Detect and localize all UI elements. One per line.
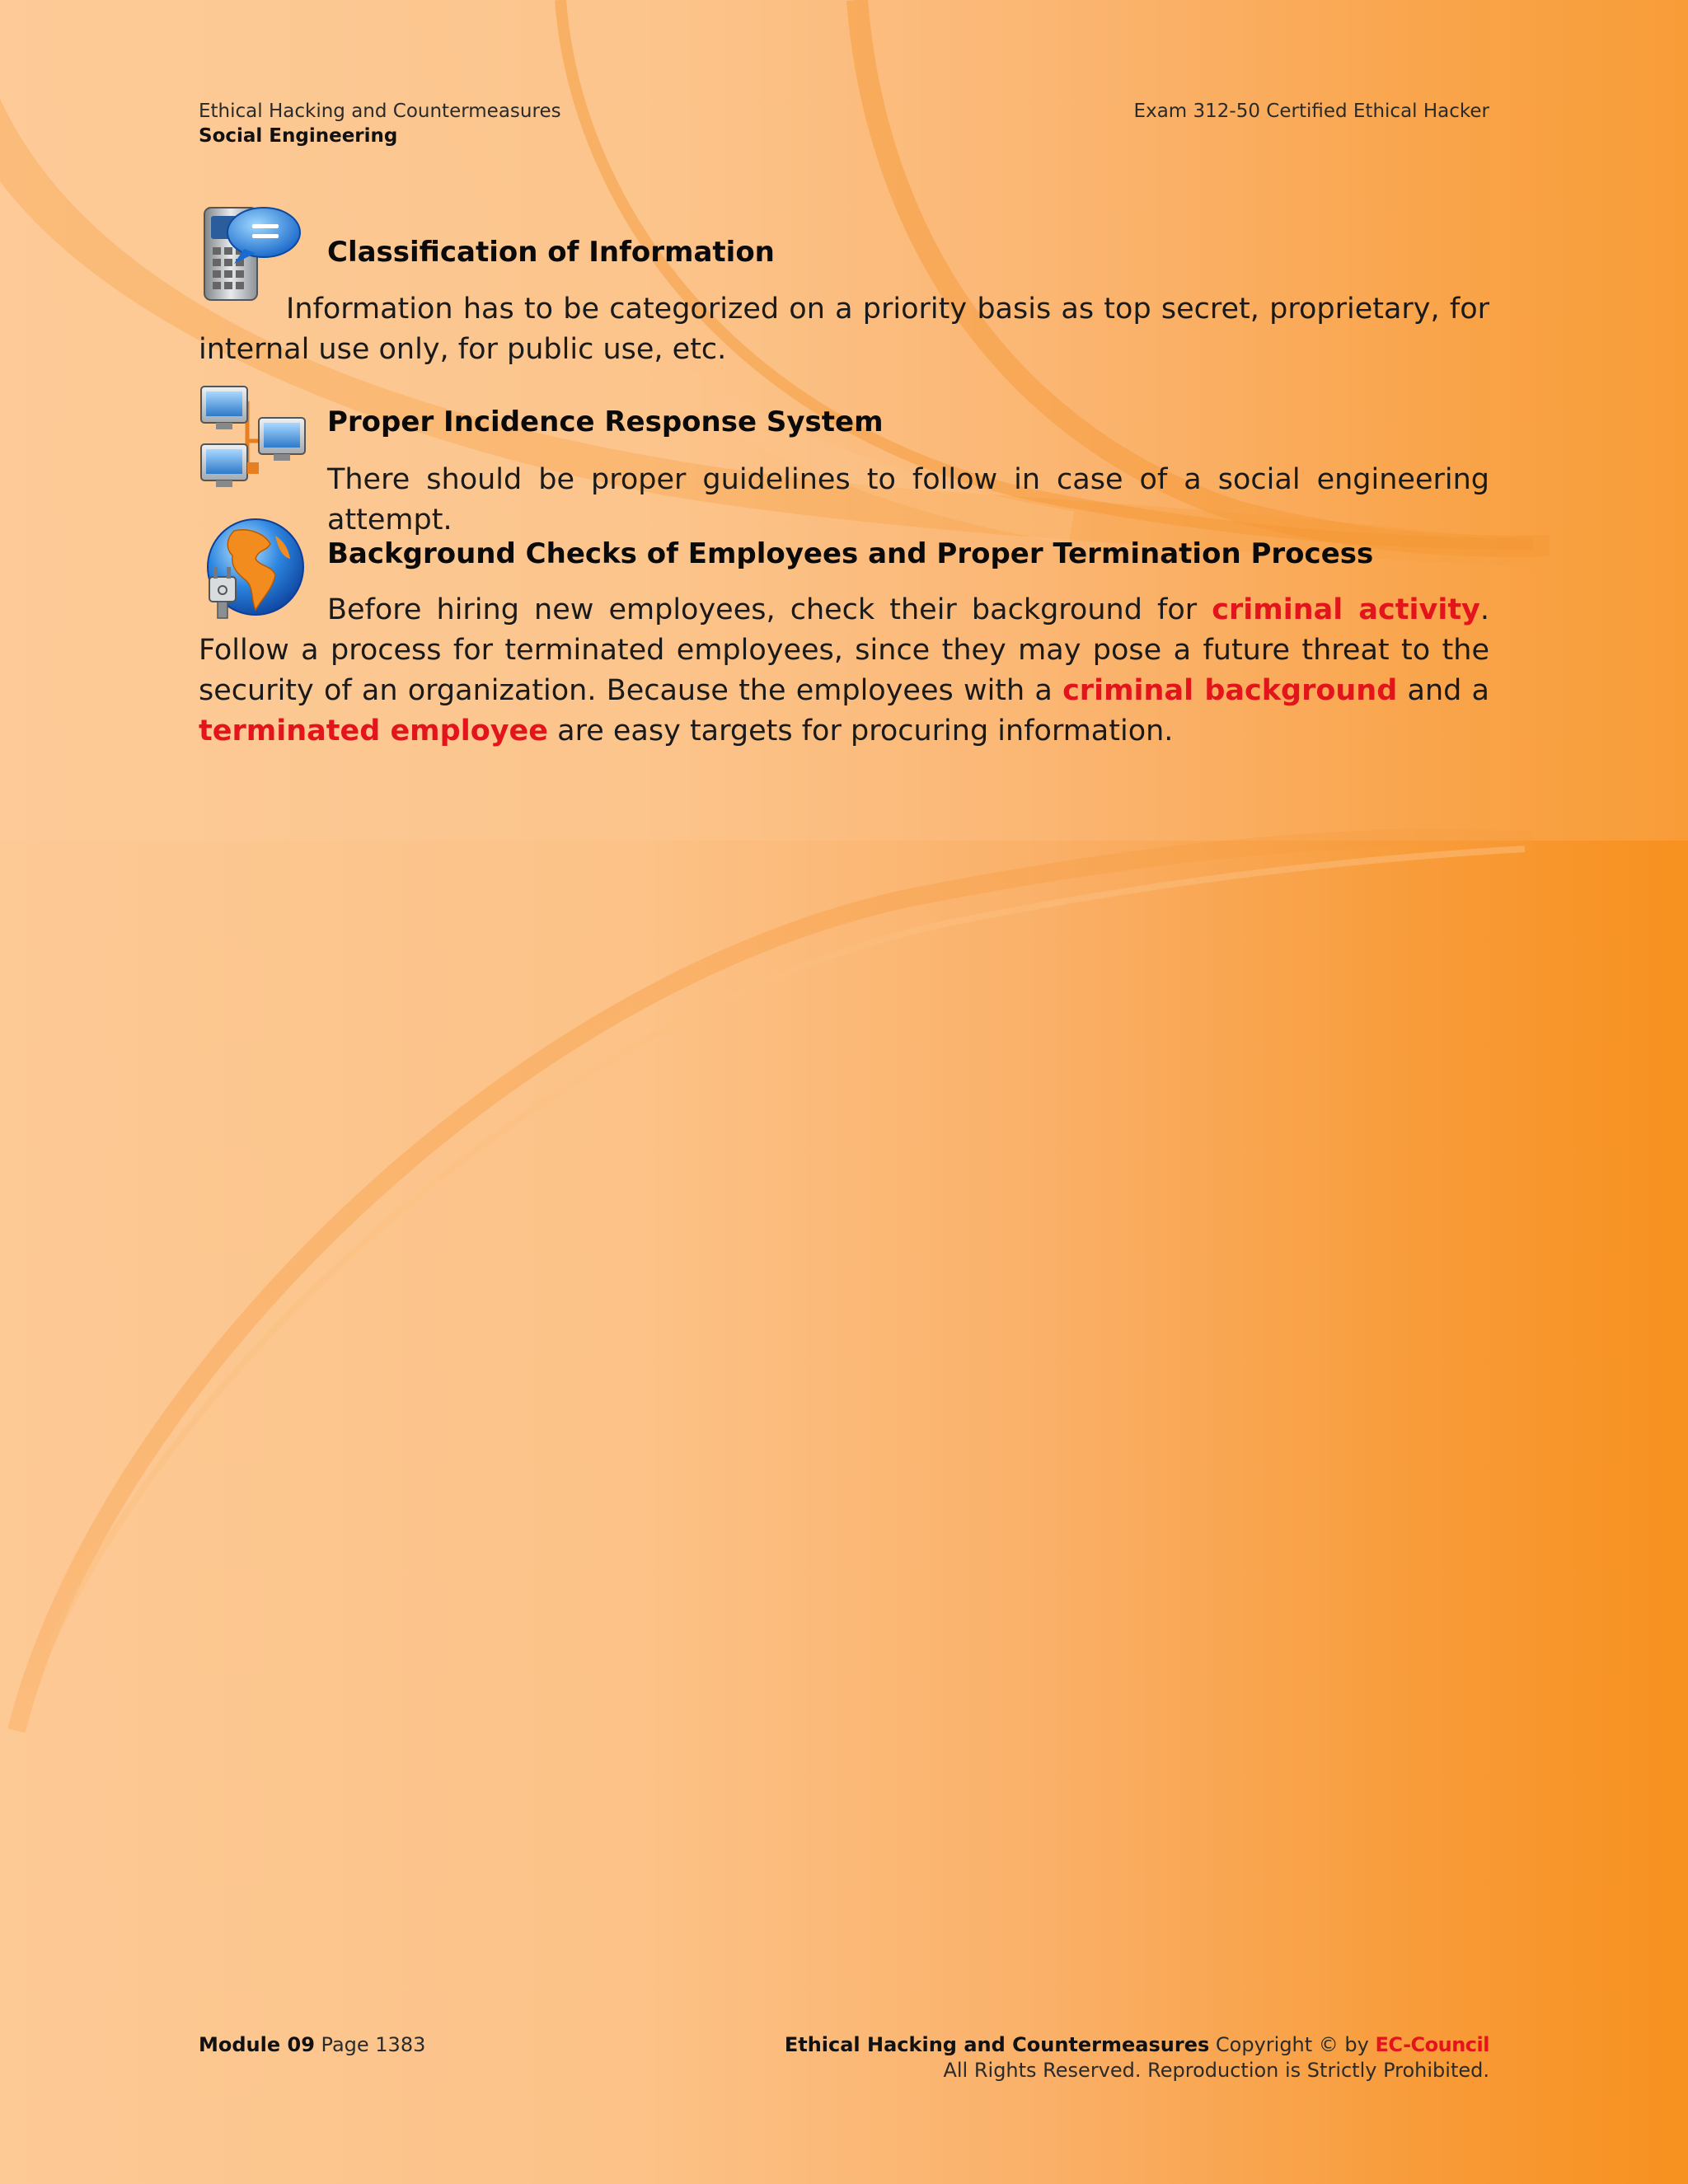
section-heading: Classification of Information: [327, 236, 775, 269]
module-number: Module 09: [199, 2033, 315, 2056]
rights-line: All Rights Reserved. Reproduction is Strictly Prohibited.: [943, 2059, 1489, 2082]
network-computers-icon: [198, 383, 308, 492]
course-title: Ethical Hacking and Countermeasures: [199, 101, 561, 122]
section-body-text: are easy targets for procuring information.: [548, 715, 1174, 748]
highlight-terminated-employee: terminated employee: [199, 715, 549, 748]
ec-council-logo: EC-Council: [1375, 2033, 1489, 2056]
section-body-text: and a: [1397, 674, 1489, 707]
section-body-text: Before hiring new employees, check their background for: [327, 593, 1212, 626]
highlight-criminal-background: criminal background: [1062, 674, 1398, 707]
section-heading: Background Checks of Employees and Proper Termination Process: [327, 537, 1374, 570]
section-body: [327, 460, 1489, 541]
page-number: Page 1383: [321, 2033, 426, 2056]
section-body-text: Information has to be categorized on a priority basis as top secret, proprietary, for internal use only, for public use, etc.: [199, 293, 1489, 366]
footer-left: [199, 2032, 425, 2058]
module-title: Social Engineering: [199, 125, 398, 147]
header-left: [199, 99, 561, 148]
section-body-text: There should be proper guidelines to follow in case of a social engineering attempt.: [327, 463, 1489, 537]
exam-title: Exam 312-50 Certified Ethical Hacker: [1133, 101, 1489, 122]
highlight-criminal-activity: criminal activity: [1212, 593, 1480, 626]
copyright-text: Copyright © by: [1215, 2033, 1369, 2056]
copyright-title: Ethical Hacking and Countermeasures: [784, 2033, 1210, 2056]
section-body: [199, 289, 1489, 370]
section-body-text: . Follow a process for terminated employees, since they may pose a future threat to the security of an organization. Because the employees with a: [199, 593, 1490, 707]
section-body: [199, 590, 1489, 752]
footer-right: [785, 2032, 1489, 2083]
section-heading: Proper Incidence Response System: [327, 405, 884, 438]
copyright-line: [785, 2032, 1489, 2058]
